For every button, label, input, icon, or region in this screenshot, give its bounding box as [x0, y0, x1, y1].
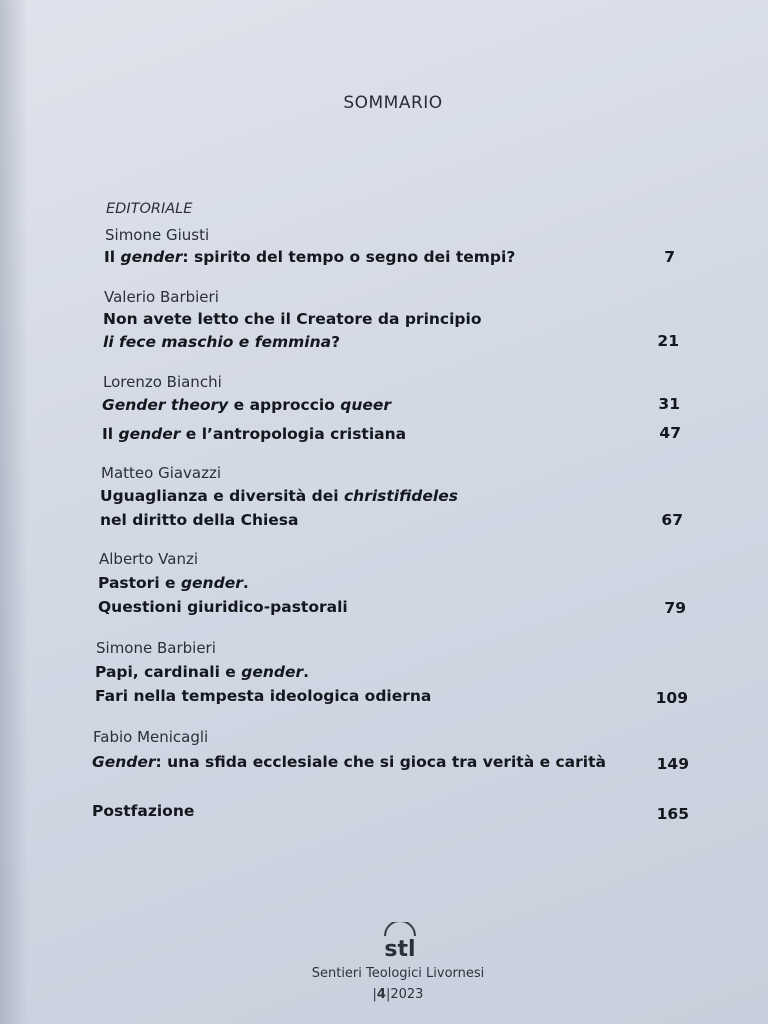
entry-author: Lorenzo Bianchi	[103, 373, 222, 391]
title-part: e approccio	[228, 396, 341, 414]
title-part: : una sfida ecclesiale che si gioca tra verità e carità	[155, 753, 606, 771]
issue-number: 4	[376, 987, 386, 1002]
title-part-italic: gender	[118, 425, 181, 443]
entry-title[interactable]	[100, 487, 458, 505]
title-part: .	[303, 663, 310, 681]
page-number[interactable]: 31	[658, 395, 680, 413]
entry-title-line2[interactable]: Questioni giuridico-pastorali	[98, 598, 348, 616]
title-part-italic: Gender	[92, 753, 156, 771]
entry-title[interactable]	[102, 396, 391, 414]
title-part: .	[242, 574, 249, 592]
page-number[interactable]: 79	[664, 599, 686, 617]
postfazione-title[interactable]: Postfazione	[92, 802, 195, 820]
svg-text:stl: stl	[384, 937, 416, 962]
issue-year: 2023	[390, 987, 424, 1002]
entry-title[interactable]	[92, 753, 606, 771]
page-number[interactable]: 67	[661, 511, 683, 529]
entry-title[interactable]	[102, 425, 406, 443]
title-part: Il	[104, 248, 121, 266]
entry-author: Simone Giusti	[105, 226, 210, 244]
entry-author: Simone Barbieri	[96, 639, 216, 657]
entry-title-line2[interactable]	[103, 333, 340, 351]
page-number[interactable]: 21	[657, 332, 679, 350]
page-shadow	[0, 0, 28, 1024]
title-part-italic: gender	[120, 248, 183, 266]
entry-author: Matteo Giavazzi	[101, 464, 222, 482]
title-part-italic: Gender theory	[102, 396, 229, 414]
title-part: Il	[102, 425, 119, 443]
section-label: EDITORIALE	[106, 201, 193, 217]
page-number[interactable]: 165	[656, 805, 689, 823]
publisher-name: Sentieri Teologici Livornesi	[311, 966, 485, 981]
entry-title[interactable]	[95, 663, 309, 681]
title-part-italic: li fece maschio e femmina	[103, 333, 332, 351]
stl-logo-icon	[377, 922, 423, 962]
entry-title[interactable]: Non avete letto che il Creatore da principio	[103, 310, 482, 328]
page-number[interactable]: 149	[656, 755, 689, 773]
title-part: Uguaglianza e diversità dei	[100, 487, 344, 505]
title-part: : spirito del tempo o segno dei tempi?	[182, 248, 516, 266]
title-part-italic: queer	[340, 396, 392, 414]
entry-author: Alberto Vanzi	[99, 550, 199, 568]
publisher-logo	[0, 922, 768, 966]
page-title: SOMMARIO	[343, 93, 443, 113]
title-part: Papi, cardinali e	[95, 663, 242, 681]
entry-title-line2[interactable]: Fari nella tempesta ideologica odierna	[95, 687, 432, 705]
title-part-italic: gender	[241, 663, 304, 681]
title-part-italic: gender	[180, 574, 243, 592]
entry-title[interactable]	[98, 574, 249, 592]
title-part: ?	[331, 333, 341, 351]
entry-author: Fabio Menicagli	[93, 728, 209, 746]
page-number[interactable]: 7	[664, 248, 675, 266]
issue-info: |4|2023	[372, 987, 424, 1002]
entry-title[interactable]	[104, 248, 515, 266]
title-part-italic: christifideles	[343, 487, 458, 505]
page-number[interactable]: 47	[659, 424, 681, 442]
page-number[interactable]: 109	[655, 689, 688, 707]
entry-author: Valerio Barbieri	[104, 288, 219, 306]
title-part: Pastori e	[98, 574, 181, 592]
entry-title-line2[interactable]: nel diritto della Chiesa	[100, 511, 299, 529]
title-part: e l’antropologia cristiana	[180, 425, 407, 443]
